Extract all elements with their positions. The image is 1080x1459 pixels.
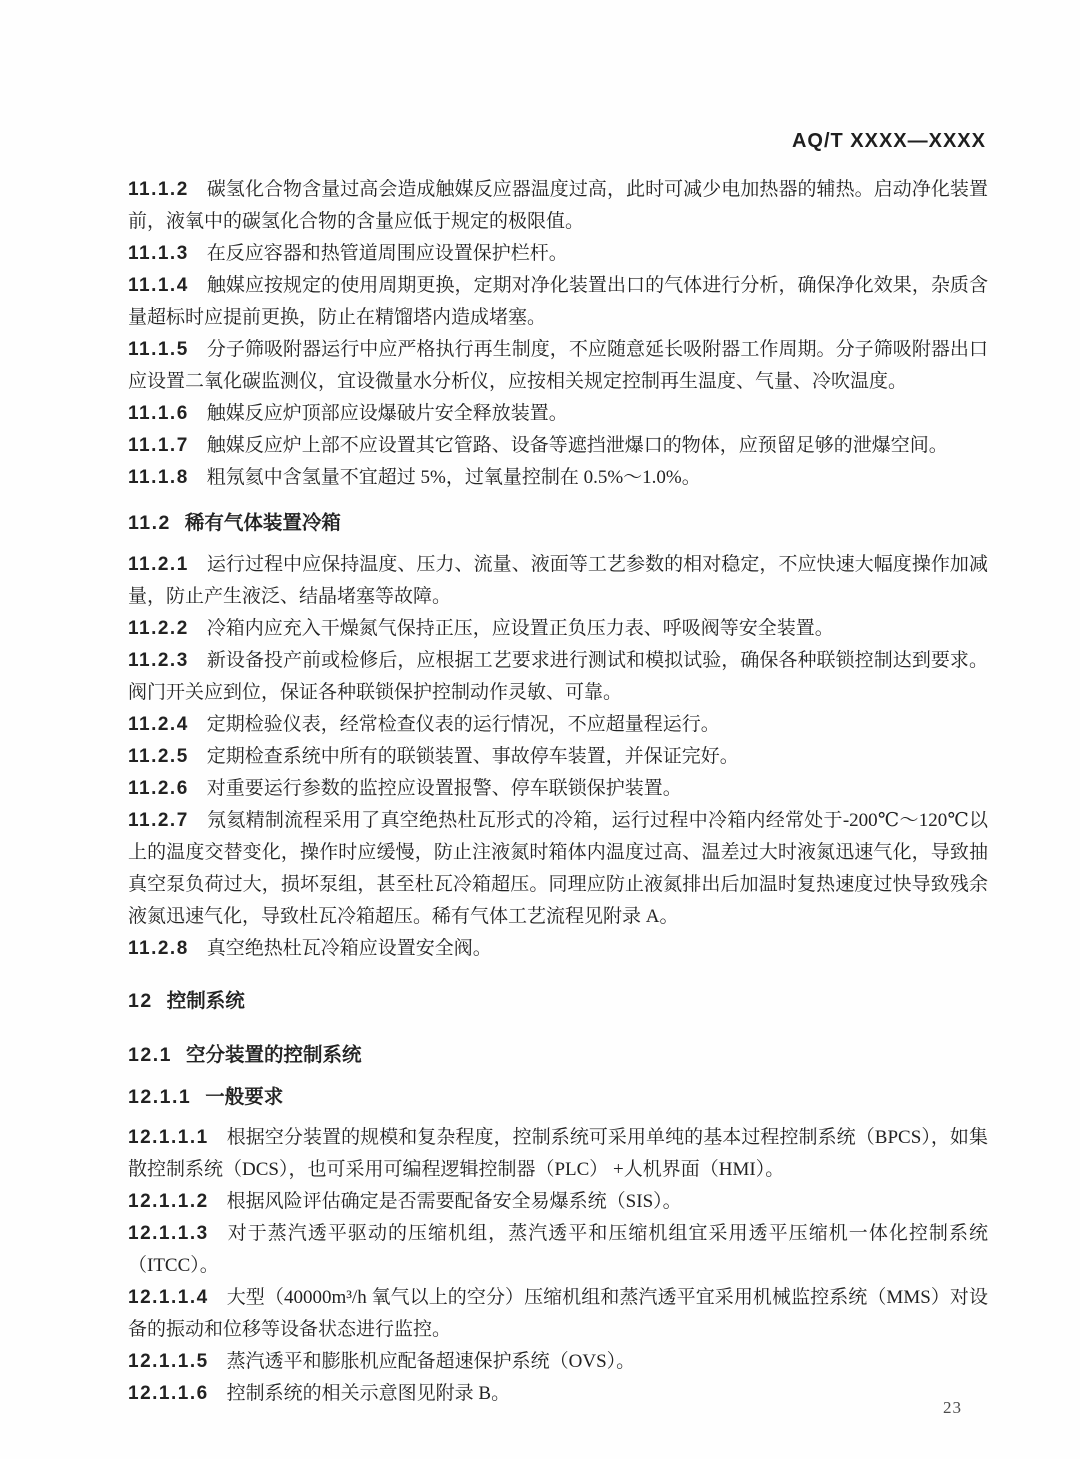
clause-number: 11.1.8: [128, 467, 189, 488]
clause-number: 11.2: [128, 512, 171, 534]
clause-number: 11.1.5: [128, 339, 189, 360]
clause-text: 分子筛吸附器运行中应严格执行再生制度，不应随意延长吸附器工作周期。分子筛吸附器出口应设置二氧化碳监测仪，宜设微量水分析仪，应按相关规定控制再生温度、气量、冷吹温度。: [128, 339, 988, 392]
clause-number: 11.2.3: [128, 650, 189, 671]
clause-11.1.6: [128, 398, 988, 430]
clause-11.2.7: [128, 805, 988, 933]
clause-number: 12.1.1.6: [128, 1383, 209, 1404]
clause-11.1.7: [128, 430, 988, 462]
clause-11.1.3: [128, 238, 988, 270]
clause-12.1.1.4: [128, 1282, 988, 1346]
heading-12: [128, 985, 988, 1017]
clause-text: 定期检查系统中所有的联锁装置、事故停车装置，并保证完好。: [206, 746, 739, 767]
clause-text: 控制系统的相关示意图见附录 B。: [226, 1383, 511, 1404]
clause-text: 冷箱内应充入干燥氮气保持正压，应设置正负压力表、呼吸阀等安全装置。: [206, 618, 834, 639]
clause-11.2.5: [128, 741, 988, 773]
clause-11.2.8: [128, 933, 988, 965]
clause-text: 定期检验仪表，经常检查仪表的运行情况，不应超量程运行。: [206, 714, 720, 735]
clause-11.2.4: [128, 709, 988, 741]
clause-11.1.8: [128, 462, 988, 494]
clause-text: 碳氢化合物含量过高会造成触媒反应器温度过高，此时可减少电加热器的辅热。启动净化装置前，液氧中的碳氢化合物的含量应低于规定的极限值。: [128, 179, 988, 232]
clause-number: 11.2.2: [128, 618, 189, 639]
clause-12.1.1.3: [128, 1218, 988, 1282]
clause-text: 氖氦精制流程采用了真空绝热杜瓦形式的冷箱，运行过程中冷箱内经常处于-200℃～120℃以上的温度交替变化，操作时应缓慢，防止注液氮时箱体内温度过高、温差过大时液氮迅速气化，导致抽真空泵负荷过大，损坏泵组，甚至杜瓦冷箱超压。同理应防止液氮排出后加温时复热速度过快导致残余液氮迅速气化，导致杜瓦冷箱超压。稀有气体工艺流程见附录 A。: [128, 810, 988, 927]
clause-11.2.1: [128, 549, 988, 613]
clause-11.2.3: [128, 645, 988, 709]
page-header: [0, 0, 1080, 152]
clause-11.1.4: [128, 270, 988, 334]
clause-12.1.1.2: [128, 1186, 988, 1218]
clause-number: 11.1.2: [128, 179, 189, 200]
standard-number: AQ/T XXXX—XXXX: [791, 130, 986, 152]
heading-12.1: [128, 1039, 988, 1071]
clause-number: 12.1.1: [128, 1086, 192, 1108]
clause-number: 11.2.7: [128, 810, 189, 831]
clause-text: 粗氖氦中含氢量不宜超过 5%，过氧量控制在 0.5%～1.0%。: [206, 467, 701, 488]
clause-text: 运行过程中应保持温度、压力、流量、液面等工艺参数的相对稳定，不应快速大幅度操作加减量，防止产生液泛、结晶堵塞等故障。: [128, 554, 988, 607]
clause-number: 11.1.6: [128, 403, 189, 424]
clause-number: 11.2.1: [128, 554, 189, 575]
clause-number: 11.2.5: [128, 746, 189, 767]
clause-number: 11.2.4: [128, 714, 189, 735]
clause-text: 触媒反应炉上部不应设置其它管路、设备等遮挡泄爆口的物体，应预留足够的泄爆空间。: [206, 435, 948, 456]
clause-text: 在反应容器和热管道周围应设置保护栏杆。: [206, 243, 568, 264]
clause-number: 11.2.6: [128, 778, 189, 799]
clause-number: 12.1.1.2: [128, 1191, 209, 1212]
clause-11.1.2: [128, 174, 988, 238]
clause-number: 11.1.7: [128, 435, 189, 456]
clause-text: 一般要求: [205, 1086, 284, 1108]
clause-text: 触媒反应炉顶部应设爆破片安全释放装置。: [206, 403, 568, 424]
clause-11.2.6: [128, 773, 988, 805]
clause-number: 12.1.1.4: [128, 1287, 209, 1308]
clause-text: 对于蒸汽透平驱动的压缩机组，蒸汽透平和压缩机组宜采用透平压缩机一体化控制系统（ITCC）。: [128, 1223, 988, 1276]
clause-number: 11.1.4: [128, 275, 189, 296]
heading-11.2: [128, 507, 988, 539]
clause-number: 11.1.3: [128, 243, 189, 264]
clause-12.1.1.6: [128, 1378, 988, 1410]
clause-11.2.2: [128, 613, 988, 645]
heading-12.1.1: [128, 1081, 988, 1113]
clause-text: 新设备投产前或检修后，应根据工艺要求进行测试和模拟试验，确保各种联锁控制达到要求。阀门开关应到位，保证各种联锁保护控制动作灵敏、可靠。: [128, 650, 988, 703]
document-content: [0, 174, 1080, 1410]
clause-text: 对重要运行参数的监控应设置报警、停车联锁保护装置。: [206, 778, 682, 799]
clause-text: 空分装置的控制系统: [185, 1044, 362, 1066]
clause-text: 根据风险评估确定是否需要配备安全易爆系统（SIS）。: [226, 1191, 682, 1212]
clause-12.1.1.1: [128, 1122, 988, 1186]
clause-12.1.1.5: [128, 1346, 988, 1378]
clause-text: 蒸汽透平和膨胀机应配备超速保护系统（OVS）。: [226, 1351, 636, 1372]
clause-number: 12.1.1.5: [128, 1351, 209, 1372]
clause-number: 11.2.8: [128, 938, 189, 959]
clause-text: 真空绝热杜瓦冷箱应设置安全阀。: [206, 938, 492, 959]
clause-text: 大型（40000m³/h 氧气以上的空分）压缩机组和蒸汽透平宜采用机械监控系统（MMS）对设备的振动和位移等设备状态进行监控。: [128, 1287, 988, 1340]
clause-text: 根据空分装置的规模和复杂程度，控制系统可采用单纯的基本过程控制系统（BPCS），如集散控制系统（DCS），也可采用可编程逻辑控制器（PLC） +人机界面（HMI）。: [128, 1127, 988, 1180]
clause-number: 12: [128, 990, 153, 1012]
clause-text: 控制系统: [166, 990, 245, 1012]
clause-number: 12.1.1.3: [128, 1223, 209, 1244]
clause-text: 稀有气体装置冷箱: [184, 512, 341, 534]
clause-text: 触媒应按规定的使用周期更换，定期对净化装置出口的气体进行分析，确保净化效果，杂质含量超标时应提前更换，防止在精馏塔内造成堵塞。: [128, 275, 988, 328]
clause-number: 12.1.1.1: [128, 1127, 209, 1148]
page-number: 23: [943, 1398, 962, 1417]
clause-number: 12.1: [128, 1044, 172, 1066]
clause-11.1.5: [128, 334, 988, 398]
